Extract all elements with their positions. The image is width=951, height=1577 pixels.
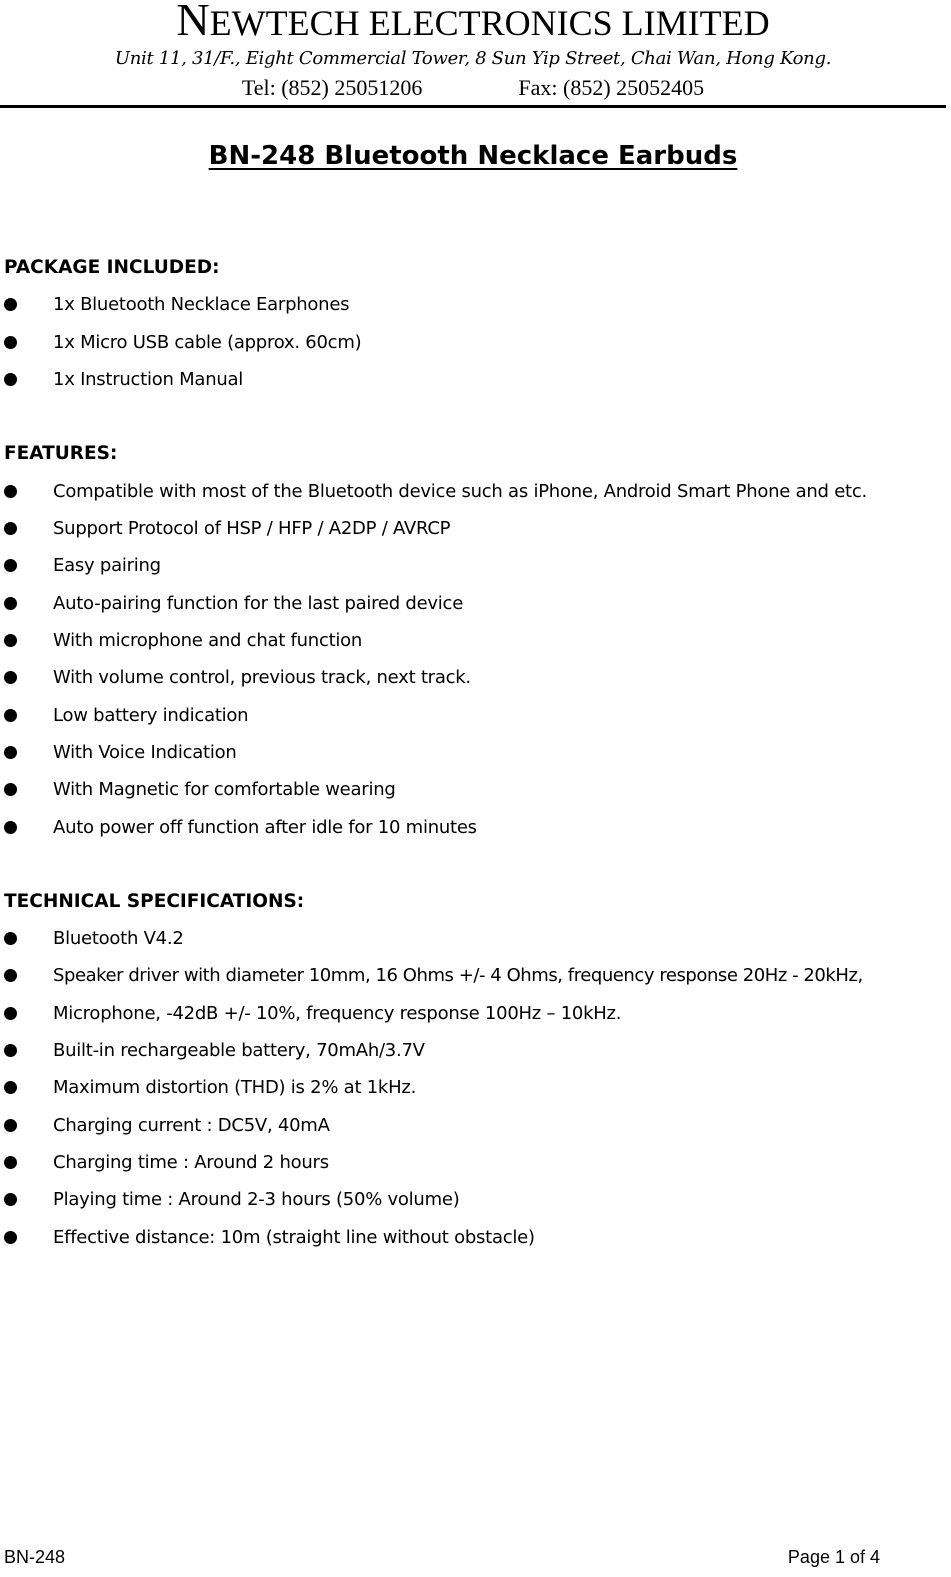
list-item [0, 516, 946, 542]
list-item-text: Charging current : DC5V, 40mA [53, 1115, 330, 1136]
bullet-icon [4, 783, 17, 796]
bullet-icon [4, 1193, 17, 1206]
company-fax: Fax: (852) 25052405 [518, 75, 705, 100]
list-item [0, 1150, 946, 1176]
list-item [0, 330, 946, 356]
list-item [0, 1038, 946, 1064]
list-item-text: Playing time : Around 2-3 hours (50% volume) [53, 1189, 460, 1210]
bullet-icon [4, 1231, 17, 1244]
list-item [0, 926, 946, 952]
bullet-icon [4, 1044, 17, 1057]
bullet-icon [4, 969, 17, 982]
list-item [0, 815, 946, 841]
bullet-icon [4, 671, 17, 684]
bullet-icon [4, 1081, 17, 1094]
list-item-text: Low battery indication [53, 705, 249, 726]
list-item-text: Auto power off function after idle for 10 minutes [53, 817, 477, 838]
document-title: BN-248 Bluetooth Necklace Earbuds [208, 141, 738, 171]
footer-page-number: Page 1 of 4 [787, 1547, 880, 1567]
list-item-text: With microphone and chat function [53, 630, 363, 651]
list-item-text: Easy pairing [53, 555, 161, 576]
list-item-text: With Voice Indication [53, 742, 237, 763]
list-item-text: 1x Micro USB cable (approx. 60cm) [53, 332, 362, 353]
list-item [0, 777, 946, 803]
bullet-icon [4, 821, 17, 834]
list-item-text: Bluetooth V4.2 [53, 928, 184, 949]
list-item [0, 292, 946, 318]
company-name-rest: EWTECH ELECTRONICS LIMITED [209, 3, 770, 43]
list-item [0, 1187, 946, 1213]
bullet-icon [4, 1156, 17, 1169]
footer-model: BN-248 [4, 1547, 66, 1567]
list-item [0, 367, 946, 393]
bullet-icon [4, 634, 17, 647]
list-item-text: 1x Instruction Manual [53, 369, 244, 390]
bullet-icon [4, 932, 17, 945]
list-item [0, 553, 946, 579]
bullet-icon [4, 373, 17, 386]
bullet-icon [4, 485, 17, 498]
section-heading-package: PACKAGE INCLUDED: [4, 257, 220, 278]
list-item-text: Effective distance: 10m (straight line without obstacle) [53, 1227, 535, 1248]
list-item [0, 1225, 946, 1251]
bullet-icon [4, 597, 17, 610]
list-item [0, 1113, 946, 1139]
list-item-text: With volume control, previous track, next track. [53, 667, 471, 688]
list-item [0, 1001, 946, 1027]
list-item [0, 628, 946, 654]
letterhead [0, 0, 951, 108]
list-item-text: Auto-pairing function for the last paired device [53, 593, 464, 614]
bullet-icon [4, 709, 17, 722]
list-item-text: With Magnetic for comfortable wearing [53, 779, 396, 800]
list-item-text: Compatible with most of the Bluetooth device such as iPhone, Android Smart Phone and etc. [53, 481, 867, 502]
company-address: Unit 11, 31/F., Eight Commercial Tower, 8 Sun Yip Street, Chai Wan, Hong Kong. [114, 48, 832, 69]
section-heading-features: FEATURES: [4, 443, 118, 464]
company-name [0, 0, 946, 49]
bullet-icon [4, 336, 17, 349]
list-item-text: Support Protocol of HSP / HFP / A2DP / AVRCP [53, 518, 451, 539]
company-name-initial: N [176, 0, 210, 45]
list-item [0, 703, 946, 729]
list-item-text: Charging time : Around 2 hours [53, 1152, 329, 1173]
list-item [0, 479, 946, 505]
list-item-text: Microphone, -42dB +/- 10%, frequency response 100Hz – 10kHz. [53, 1003, 622, 1024]
bullet-icon [4, 1119, 17, 1132]
bullet-icon [4, 1007, 17, 1020]
list-item-text: Speaker driver with diameter 10mm, 16 Ohms +/- 4 Ohms, frequency response 20Hz - 20kHz, [53, 965, 863, 986]
list-item [0, 963, 946, 989]
list-item-text: Maximum distortion (THD) is 2% at 1kHz. [53, 1077, 417, 1098]
list-item [0, 591, 946, 617]
bullet-icon [4, 298, 17, 311]
list-item-text: Built-in rechargeable battery, 70mAh/3.7V [53, 1040, 425, 1061]
list-item [0, 665, 946, 691]
section-heading-technical-specifications: TECHNICAL SPECIFICATIONS: [4, 891, 305, 912]
company-tel: Tel: (852) 25051206 [241, 75, 423, 100]
list-item-text: 1x Bluetooth Necklace Earphones [53, 294, 350, 315]
company-contact [0, 73, 946, 103]
bullet-icon [4, 522, 17, 535]
list-item [0, 1075, 946, 1101]
list-item [0, 740, 946, 766]
header-divider [0, 105, 946, 108]
bullet-icon [4, 746, 17, 759]
bullet-icon [4, 559, 17, 572]
